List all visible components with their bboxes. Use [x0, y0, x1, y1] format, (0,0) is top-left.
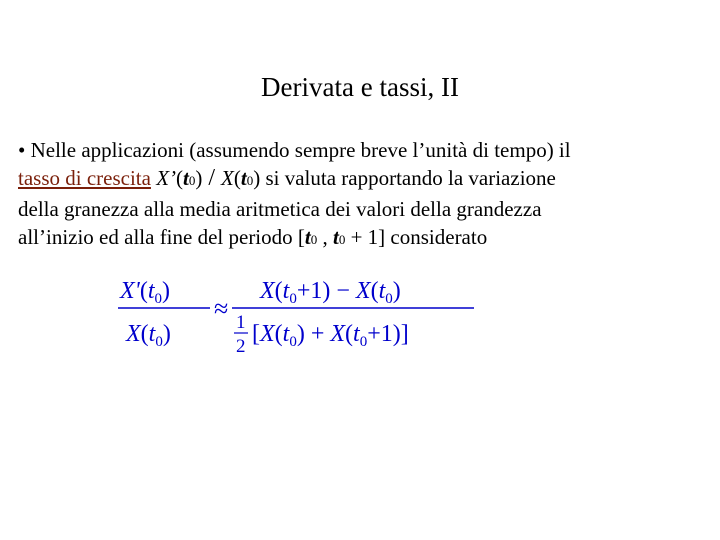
expr-sub-2: 0 [246, 173, 254, 188]
tasso-di-crescita-link[interactable]: tasso di crescita [18, 166, 151, 190]
rhs-num-x-2: X [355, 278, 371, 304]
body-line-3: della granezza alla media aritmetica dei valori della grandezza [18, 197, 542, 221]
rhs-num-open-1: ( [274, 278, 283, 304]
expr-x-prime: X’ [156, 166, 177, 190]
lhs-den-t: t [148, 321, 156, 347]
rhs-den-sub-1: 0 [289, 334, 297, 350]
lhs-num-open: ( [139, 278, 148, 304]
rhs-den-x-1: X [260, 321, 275, 347]
expr-x: X [221, 166, 234, 190]
line-4-t-2: t [332, 225, 339, 249]
slide-body [18, 136, 708, 254]
expr-sub-1: 0 [188, 173, 196, 188]
body-line-2 [18, 164, 708, 195]
lhs-numerator [119, 278, 170, 307]
rhs-den-plus: ) + [296, 321, 331, 347]
line-4-pre: all’inizio ed alla fine del periodo [ [18, 225, 305, 249]
rhs-den-open-2: ( [345, 321, 354, 347]
approx-symbol: ≈ [214, 294, 229, 323]
rhs-denominator [252, 321, 409, 350]
lhs-num-sub: 0 [154, 291, 162, 307]
expr-open-2: ( [233, 166, 241, 190]
rhs-num-t-2: t [378, 278, 386, 304]
line-4-t-1: t [304, 225, 311, 249]
half-numerator: 1 [236, 312, 246, 333]
rhs-numerator [259, 278, 401, 307]
bullet-marker: • [18, 138, 26, 162]
lhs-denominator [125, 321, 171, 350]
body-line-4 [18, 223, 708, 254]
lhs-num-close: ) [161, 278, 170, 304]
line-4-post: + 1] considerato [345, 225, 488, 249]
lhs-den-close: ) [162, 321, 171, 347]
expr-t-1: t [183, 166, 189, 190]
rhs-num-plus-one-minus: +1) − [296, 278, 356, 304]
rhs-den-t-2: t [353, 321, 360, 347]
expr-open-1: ( [176, 166, 184, 190]
slide-title: Derivata e tassi, II [261, 72, 459, 102]
rhs-num-close-2: ) [392, 278, 401, 304]
rhs-num-x-1: X [260, 278, 275, 304]
growth-rate-formula [110, 268, 490, 360]
lhs-num-t: t [147, 278, 155, 304]
rhs-num-sub-1: 0 [289, 291, 297, 307]
line-4-sub-1: 0 [310, 232, 318, 247]
body-line-1 [18, 136, 708, 164]
rhs-den-open-1: ( [274, 321, 283, 347]
rhs-num-t-1: t [282, 278, 290, 304]
half-denominator: 2 [236, 336, 246, 357]
line-4-mid: , [317, 225, 333, 249]
line-4-sub-2: 0 [338, 232, 346, 247]
expr-slash: / [202, 165, 222, 191]
expr-close-2: ) [253, 166, 261, 190]
rhs-den-x-2: X [330, 321, 346, 347]
lhs-den-sub: 0 [155, 334, 163, 350]
rhs-num-sub-2: 0 [385, 291, 393, 307]
lhs-den-x: X [126, 321, 141, 347]
lhs-den-open: ( [140, 321, 149, 347]
rhs-den-sub-2: 0 [359, 334, 368, 350]
lhs-num-prime: ' [134, 278, 140, 304]
lhs-num-x: X [120, 278, 135, 304]
line-1-text: Nelle applicazioni (assumendo sempre breve l’unità di tempo) il [30, 138, 571, 162]
rhs-den-close: +1)] [367, 321, 409, 347]
line-2-rest: si valuta rapportando la variazione [260, 166, 556, 190]
expr-t-2: t [240, 166, 247, 190]
rhs-den-t-1: t [282, 321, 290, 347]
expr-close-1: ) [195, 166, 203, 190]
rhs-num-open-2: ( [370, 278, 379, 304]
rhs-den-bracket-open: [ [252, 321, 260, 347]
